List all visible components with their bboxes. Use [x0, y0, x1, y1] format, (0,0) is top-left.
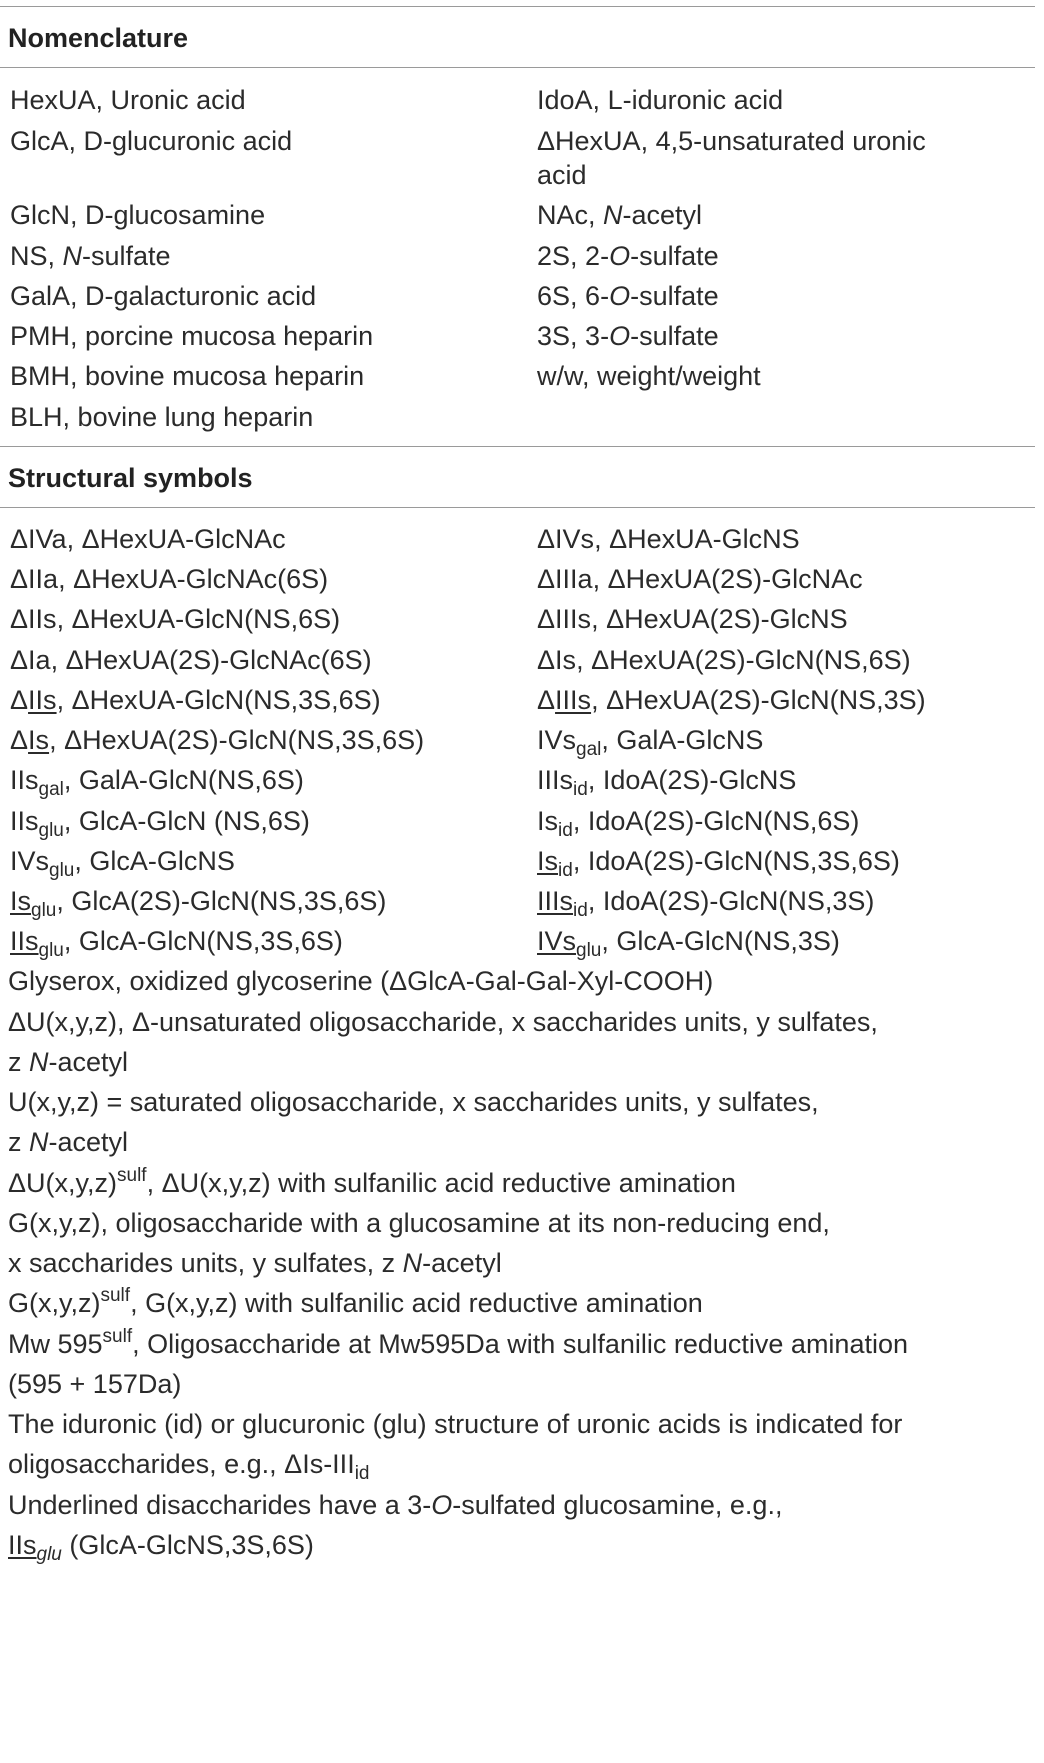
structural-symbol-entry — [537, 882, 874, 920]
entry-separator: , — [582, 361, 598, 391]
note-g-line1: G(x,y,z), oligosaccharide with a glucosamine at its non-reducing end, — [8, 1208, 830, 1238]
structural-symbol-entry — [537, 761, 796, 799]
entry-separator: , — [570, 321, 586, 351]
symbol-name: IIs — [10, 765, 39, 795]
symbol-name: IIIs — [555, 685, 592, 715]
entry-abbreviation: 2S — [537, 241, 571, 271]
delta-symbol: Δ — [537, 524, 556, 554]
symbol-name: Ia — [28, 645, 51, 675]
delta-symbol: Δ — [10, 524, 29, 554]
structural-top-rule — [0, 446, 1035, 447]
entry-abbreviation: 3S — [537, 321, 571, 351]
entry-abbreviation: IdoA — [537, 85, 593, 115]
entry-separator: , — [570, 241, 586, 271]
symbol-name: IIIs — [537, 886, 574, 916]
nomenclature-entry — [537, 317, 719, 355]
symbol-name: Is — [537, 806, 559, 836]
entry-continuation: acid — [537, 160, 587, 190]
symbol-structure: , ΔHexUA-GlcNAc(6S) — [58, 564, 329, 594]
symbol-subscript: id — [573, 900, 588, 921]
nomenclature-entry — [537, 357, 761, 395]
symbol-name: IIs — [10, 806, 39, 836]
entry-separator: , — [570, 281, 586, 311]
symbol-structure: , ΔHexUA(2S)-GlcN(NS,3S,6S) — [49, 725, 425, 755]
entry-separator: , — [47, 241, 63, 271]
symbol-subscript: gal — [38, 779, 64, 800]
symbol-structure: , ΔHexUA-GlcNS — [594, 524, 800, 554]
entry-italic: N — [603, 200, 623, 230]
entry-italic: O — [609, 281, 631, 311]
nomenclature-entry — [537, 156, 587, 194]
symbol-structure: , IdoA(2S)-GlcN(NS,6S) — [572, 806, 860, 836]
entry-pre: 3- — [585, 321, 610, 351]
nomenclature-entry — [10, 277, 316, 315]
symbol-structure: , ΔHexUA-GlcNAc — [66, 524, 286, 554]
symbol-subscript: id — [558, 860, 573, 881]
symbol-structure: , ΔHexUA(2S)-GlcNAc(6S) — [50, 645, 372, 675]
structural-symbol-entry — [10, 882, 386, 920]
note-du-line2: z N-acetyl — [8, 1047, 129, 1077]
structural-symbol-entry — [10, 922, 343, 960]
entry-separator: , — [592, 85, 608, 115]
symbol-subscript: id — [558, 820, 573, 841]
symbol-subscript: glu — [576, 940, 602, 961]
entry-abbreviation: BMH — [10, 361, 70, 391]
structural-symbol-entry — [10, 842, 235, 880]
symbol-subscript: glu — [49, 860, 75, 881]
nomenclature-entry — [10, 357, 364, 395]
symbol-name: IIIs — [555, 604, 592, 634]
note-dusulf: $\Delta U(x,y,z)^{sulf}$, ΔU(x,y,z) with sulfanilic acid reductive amination — [8, 1165, 736, 1198]
entry-definition: -sulfate — [630, 241, 719, 271]
entry-definition: Uronic acid — [110, 85, 246, 115]
structural-symbol-entry — [537, 560, 863, 598]
symbol-subscript: gal — [576, 739, 602, 760]
nomenclature-entry — [537, 196, 702, 234]
symbol-subscript: glu — [38, 820, 64, 841]
symbol-name: Is — [537, 846, 559, 876]
note-gsulf: $G(x,y,z)^{sulf}$, G(x,y,z) with sulfanilic acid reductive amination — [8, 1285, 703, 1318]
delta-symbol: Δ — [537, 685, 556, 715]
entry-abbreviation: BLH — [10, 402, 63, 432]
symbol-structure: , ΔHexUA(2S)-GlcNAc — [592, 564, 863, 594]
symbol-name: IVs — [555, 524, 595, 554]
note-mw-line2: (595 + 157Da) — [8, 1369, 182, 1399]
symbol-name: IVs — [537, 926, 577, 956]
nomenclature-heading: Nomenclature — [8, 23, 189, 53]
note-underlined-line2: IIs$_{glu}$ (GlcA-GlcNS,3S,6S) — [8, 1530, 314, 1565]
structural-symbol-entry — [537, 681, 926, 719]
entry-prefix: L — [607, 85, 623, 115]
delta-symbol: Δ — [10, 685, 29, 715]
symbol-name: IVs — [537, 725, 577, 755]
entry-definition: weight/weight — [597, 361, 761, 391]
entry-abbreviation: GlcA — [10, 126, 69, 156]
nomenclature-entry — [537, 237, 719, 275]
entry-italic: N — [62, 241, 83, 271]
symbol-structure: , GlcA-GlcN(NS,3S,6S) — [63, 926, 343, 956]
symbol-name: IIIa — [555, 564, 593, 594]
delta-symbol: Δ — [537, 604, 556, 634]
symbol-structure: , ΔHexUA(2S)-GlcN(NS,3S) — [591, 685, 926, 715]
symbol-name: IIs — [28, 685, 57, 715]
structural-symbol-entry — [537, 721, 763, 759]
structural-symbol-entry — [537, 802, 859, 840]
entry-separator: , — [62, 402, 78, 432]
structural-heading: Structural symbols — [8, 463, 253, 493]
delta-symbol: Δ — [537, 564, 556, 594]
entry-italic: O — [609, 241, 631, 271]
note-u-line2: z N-acetyl — [8, 1127, 129, 1157]
nomenclature-entry — [10, 196, 265, 234]
entry-abbreviation: NAc — [537, 200, 589, 230]
entry-abbreviation: NS — [10, 241, 48, 271]
nomenclature-entry — [10, 398, 313, 436]
symbol-name: Is — [10, 886, 32, 916]
structural-symbol-entry — [10, 560, 328, 598]
nomenclature-entry — [10, 81, 246, 119]
note-g-line2: x saccharides units, y sulfates, z N-acetyl — [8, 1248, 502, 1278]
entry-separator: , — [588, 200, 604, 230]
nomenclature-entry — [10, 237, 171, 275]
symbol-structure: , GlcA(2S)-GlcN(NS,3S,6S) — [56, 886, 387, 916]
structural-symbol-entry — [537, 520, 800, 558]
entry-separator: , — [70, 321, 86, 351]
symbol-name: Is — [28, 725, 50, 755]
structural-symbol-entry — [10, 641, 372, 679]
symbol-name: IVa — [28, 524, 67, 554]
symbol-name: IIa — [28, 564, 59, 594]
structural-symbol-entry — [537, 641, 911, 679]
symbol-structure: , ΔHexUA(2S)-GlcNS — [591, 604, 848, 634]
note-underlined-line1: Underlined disaccharides have a 3-O-sulfated glucosamine, e.g., — [8, 1490, 783, 1520]
entry-prefix: D — [83, 126, 104, 156]
entry-definition: bovine lung heparin — [77, 402, 314, 432]
entry-abbreviation: 6S — [537, 281, 571, 311]
structural-symbol-entry — [10, 600, 340, 638]
symbol-structure: , IdoA(2S)-GlcNS — [587, 765, 797, 795]
symbol-structure: , GlcA-GlcNS — [74, 846, 235, 876]
note-u-line1: U(x,y,z) = saturated oligosaccharide, x saccharides units, y sulfates, — [8, 1087, 819, 1117]
nomenclature-entry — [10, 317, 373, 355]
nomenclature-entry — [10, 122, 292, 160]
entry-separator: , — [70, 281, 86, 311]
entry-definition: -sulfate — [630, 321, 719, 351]
entry-abbreviation: HexUA — [10, 85, 96, 115]
entry-abbreviation: PMH — [10, 321, 70, 351]
entry-separator: , — [70, 200, 86, 230]
delta-symbol: Δ — [10, 725, 29, 755]
structural-symbol-entry — [537, 600, 848, 638]
entry-pre: 6- — [585, 281, 610, 311]
symbol-subscript: glu — [38, 940, 64, 961]
entry-definition: -iduronic acid — [622, 85, 784, 115]
symbol-name: Is — [555, 645, 577, 675]
entry-abbreviation: GalA — [10, 281, 71, 311]
structural-symbol-entry — [10, 520, 286, 558]
note-mw-line1: Mw $595^{sulf}$, Oligosaccharide at Mw595Da with sulfanilic reductive amination — [8, 1326, 908, 1359]
symbol-structure: , IdoA(2S)-GlcN(NS,3S) — [587, 886, 875, 916]
entry-pre: 2- — [585, 241, 610, 271]
entry-separator: , — [640, 126, 656, 156]
entry-separator: , — [68, 126, 84, 156]
delta-symbol: Δ — [537, 645, 556, 675]
entry-definition: -glucosamine — [104, 200, 266, 230]
entry-definition: bovine mucosa heparin — [85, 361, 365, 391]
symbol-structure: , ΔHexUA(2S)-GlcN(NS,6S) — [576, 645, 911, 675]
note-iduronic-line1: The iduronic (id) or glucuronic (glu) structure of uronic acids is indicated for — [8, 1409, 903, 1439]
nomenclature-entry — [537, 81, 783, 119]
nomenclature-entry — [537, 277, 719, 315]
symbol-structure: , ΔHexUA-GlcN(NS,3S,6S) — [56, 685, 381, 715]
entry-definition: -glucuronic acid — [103, 126, 293, 156]
symbol-subscript: id — [573, 779, 588, 800]
entry-abbreviation: w/w — [537, 361, 583, 391]
nomenclature-entry — [537, 122, 926, 160]
entry-definition: -acetyl — [622, 200, 703, 230]
entry-italic: O — [609, 321, 631, 351]
structural-symbol-entry — [537, 922, 840, 960]
note-du-line1: ΔU(x,y,z), Δ-unsaturated oligosaccharide, x saccharides units, y sulfates, — [8, 1007, 878, 1037]
symbol-structure: , ΔHexUA-GlcN(NS,6S) — [56, 604, 341, 634]
symbol-structure: , GalA-GlcNS — [601, 725, 764, 755]
structural-symbol-entry — [537, 842, 900, 880]
entry-definition: -sulfate — [630, 281, 719, 311]
entry-separator: , — [95, 85, 111, 115]
delta-symbol: Δ — [10, 564, 29, 594]
entry-definition: porcine mucosa heparin — [85, 321, 374, 351]
symbol-name: IVs — [10, 846, 50, 876]
symbol-name: IIs — [28, 604, 57, 634]
delta-symbol: Δ — [10, 604, 29, 634]
structural-rule — [0, 507, 1035, 508]
symbol-structure: , IdoA(2S)-GlcN(NS,3S,6S) — [572, 846, 900, 876]
structural-symbol-entry — [10, 721, 424, 759]
structural-symbol-entry — [10, 681, 381, 719]
entry-abbreviation: GlcN — [10, 200, 70, 230]
structural-symbol-entry — [10, 761, 304, 799]
symbol-structure: , GlcA-GlcN (NS,6S) — [63, 806, 310, 836]
entry-definition: -sulfate — [82, 241, 171, 271]
symbol-name: IIIs — [537, 765, 574, 795]
entry-definition: -galacturonic acid — [104, 281, 317, 311]
symbol-structure: , GalA-GlcN(NS,6S) — [63, 765, 304, 795]
note-glyserox: Glyserox, oxidized glycoserine (ΔGlcA-Gal-Gal-Xyl-COOH) — [8, 966, 714, 996]
delta-symbol: Δ — [10, 645, 29, 675]
nomenclature-rule — [0, 67, 1035, 68]
symbol-subscript: glu — [31, 900, 57, 921]
entry-prefix: D — [85, 281, 105, 311]
symbol-name: IIs — [10, 926, 39, 956]
note-iduronic-line2: oligosaccharides, e.g., ΔIs-$III_{id}$ — [8, 1449, 370, 1484]
entry-definition: 4,5-unsaturated uronic — [655, 126, 926, 156]
top-rule — [0, 6, 1035, 7]
entry-abbreviation: ΔHexUA — [537, 126, 641, 156]
entry-separator: , — [70, 361, 86, 391]
symbol-structure: , GlcA-GlcN(NS,3S) — [601, 926, 840, 956]
structural-symbol-entry — [10, 802, 310, 840]
entry-prefix: D — [85, 200, 105, 230]
